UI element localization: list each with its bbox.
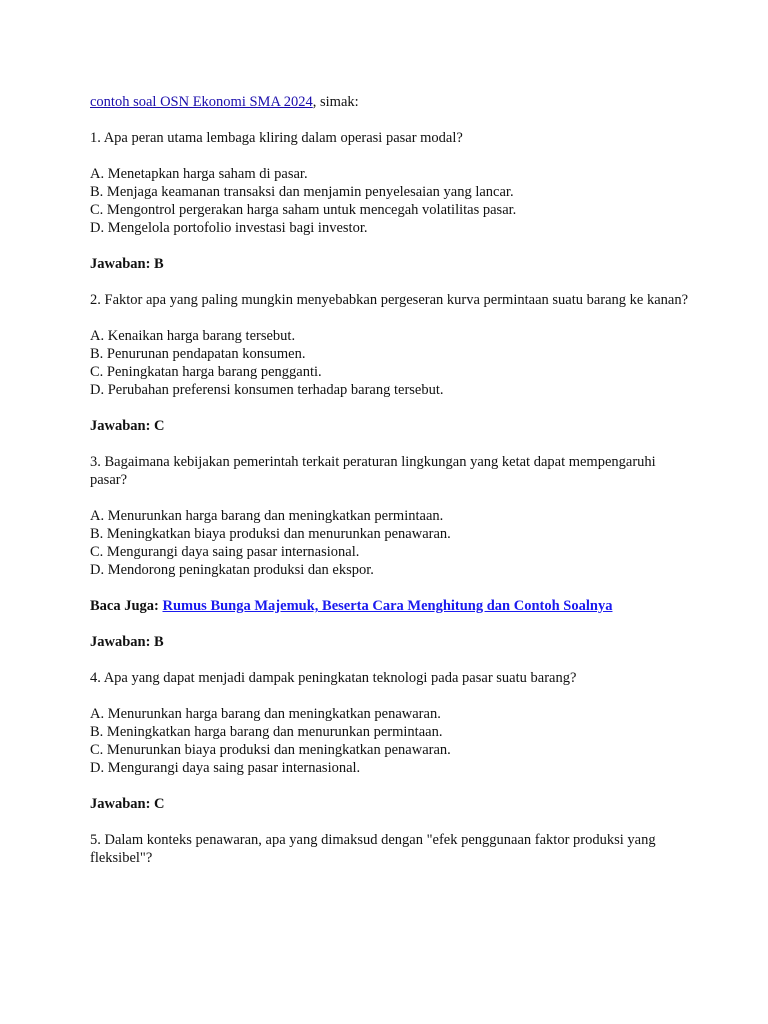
option-3b: B. Meningkatkan biaya produksi dan menurunkan penawaran.	[90, 526, 451, 542]
question-4: 4. Apa yang dapat menjadi dampak peningkatan teknologi pada pasar suatu barang?	[90, 670, 577, 686]
intro-suffix: , simak:	[312, 94, 359, 110]
option-3d: D. Mendorong peningkatan produksi dan ekspor.	[90, 562, 374, 578]
baca-juga	[90, 597, 690, 615]
option-2a: A. Kenaikan harga barang tersebut.	[90, 328, 296, 344]
option-4b: B. Meningkatkan harga barang dan menurunkan permintaan.	[90, 724, 443, 740]
option-1a: A. Menetapkan harga saham di pasar.	[90, 166, 308, 182]
option-4c: C. Menurunkan biaya produksi dan meningkatkan penawaran.	[90, 742, 451, 758]
option-1c: C. Mengontrol pergerakan harga saham untuk mencegah volatilitas pasar.	[90, 202, 517, 218]
option-3a: A. Menurunkan harga barang dan meningkatkan permintaan.	[90, 508, 444, 524]
option-2d: D. Perubahan preferensi konsumen terhadap barang tersebut.	[90, 382, 444, 398]
option-2c: C. Peningkatan harga barang pengganti.	[90, 364, 322, 380]
options-4	[90, 705, 690, 777]
options-3	[90, 507, 690, 579]
question-1: 1. Apa peran utama lembaga kliring dalam operasi pasar modal?	[90, 130, 463, 146]
question-5: 5. Dalam konteks penawaran, apa yang dimaksud dengan "efek penggunaan faktor produksi yang fleksibel"?	[90, 832, 656, 866]
answer-2: Jawaban: C	[90, 418, 165, 434]
option-4a: A. Menurunkan harga barang dan meningkatkan penawaran.	[90, 706, 441, 722]
option-4d: D. Mengurangi daya saing pasar internasional.	[90, 760, 361, 776]
answer-4: Jawaban: C	[90, 796, 165, 812]
question-3: 3. Bagaimana kebijakan pemerintah terkait peraturan lingkungan yang ketat dapat mempengaruhi pasar?	[90, 454, 656, 488]
options-2	[90, 327, 690, 399]
question-2: 2. Faktor apa yang paling mungkin menyebabkan pergeseran kurva permintaan suatu barang ke kanan?	[90, 292, 689, 308]
baca-juga-label: Baca Juga:	[90, 598, 163, 614]
baca-juga-link[interactable]: Rumus Bunga Majemuk, Beserta Cara Menghitung dan Contoh Soalnya	[162, 598, 613, 614]
answer-1: Jawaban: B	[90, 256, 164, 272]
article-body	[90, 93, 690, 885]
osn-link[interactable]: contoh soal OSN Ekonomi SMA 2024	[90, 94, 313, 110]
answer-3: Jawaban: B	[90, 634, 164, 650]
option-2b: B. Penurunan pendapatan konsumen.	[90, 346, 306, 362]
option-1b: B. Menjaga keamanan transaksi dan menjamin penyelesaian yang lancar.	[90, 184, 514, 200]
option-3c: C. Mengurangi daya saing pasar internasional.	[90, 544, 360, 560]
option-1d: D. Mengelola portofolio investasi bagi investor.	[90, 220, 368, 236]
intro-line	[90, 93, 690, 111]
options-1	[90, 165, 690, 237]
